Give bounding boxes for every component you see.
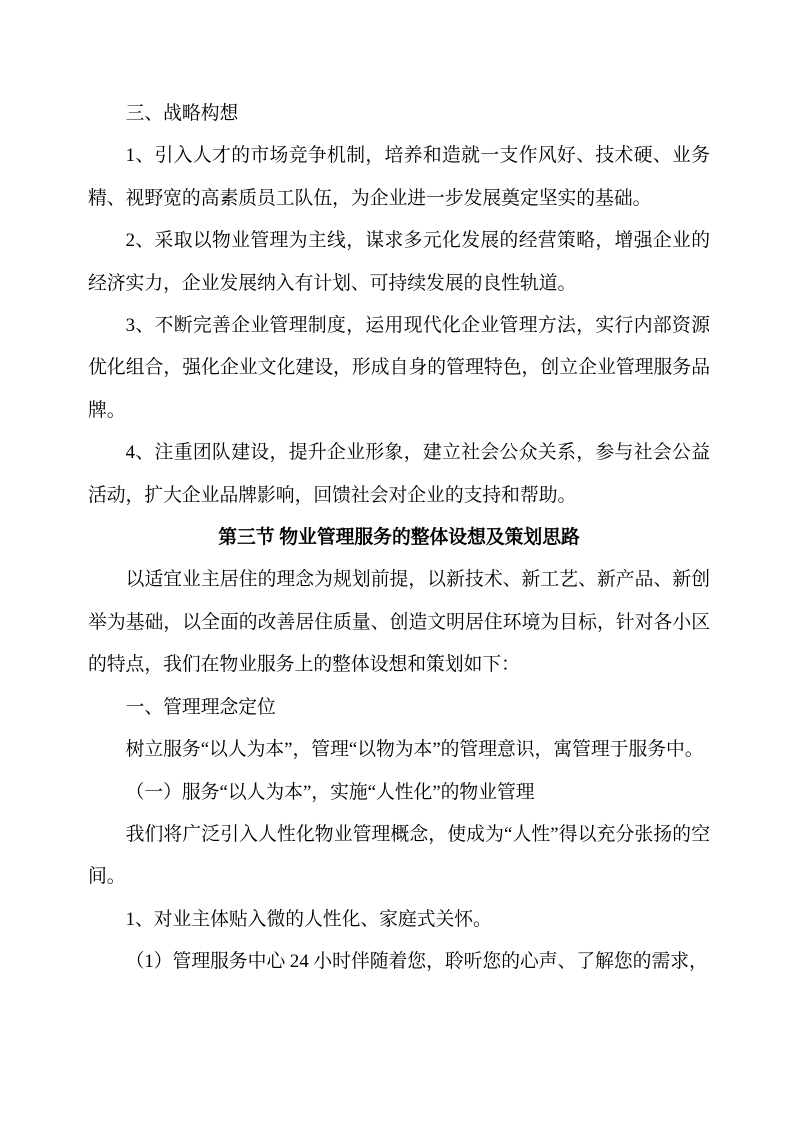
paragraph: 三、战略构想 <box>125 103 239 124</box>
paragraph: （1）管理服务中心 24 小时伴随着您，聆听您的心声、了解您的需求， <box>125 951 708 973</box>
paragraph: 1、引入人才的市场竞争机制，培养和造就一支作风好、技术硬、业务精、视野宽的高素质员工队伍，为企业进一步发展奠定坚实的基础。 <box>88 145 710 209</box>
paragraph: 4、注重团队建设，提升企业形象，建立社会公众关系，参与社会公益活动，扩大企业品牌影响，回馈社会对企业的支持和帮助。 <box>88 442 710 506</box>
paragraph: 树立服务“以人为本”，管理“以物为本”的管理意识，寓管理于服务中。 <box>125 739 704 761</box>
section-heading: 第三节 物业管理服务的整体设想及策划思路 <box>218 527 580 549</box>
document-body <box>88 93 710 984</box>
paragraph: 1、对业主体贴入微的人性化、家庭式关怀。 <box>125 908 492 930</box>
paragraph: 我们将广泛引入人性化物业管理概念，使成为“人性”得以充分张扬的空间。 <box>88 823 710 888</box>
paragraph: 2、采取以物业管理为主线，谋求多元化发展的经营策略，增强企业的经济实力，企业发展纳入有计划、可持续发展的良性轨道。 <box>88 230 710 294</box>
paragraph: （一）服务“以人为本”，实施“人性化”的物业管理 <box>125 781 535 803</box>
paragraph: 一、管理理念定位 <box>125 696 276 718</box>
paragraph: 3、不断完善企业管理制度，运用现代化企业管理方法，实行内部资源优化组合，强化企业文化建设，形成自身的管理特色，创立企业管理服务品牌。 <box>88 315 710 421</box>
paragraph: 以适宜业主居住的理念为规划前提，以新技术、新工艺、新产品、新创举为基础，以全面的改善居住质量、创造文明居住环境为目标，针对各小区的特点，我们在物业服务上的整体设想和策划如下： <box>88 569 710 676</box>
